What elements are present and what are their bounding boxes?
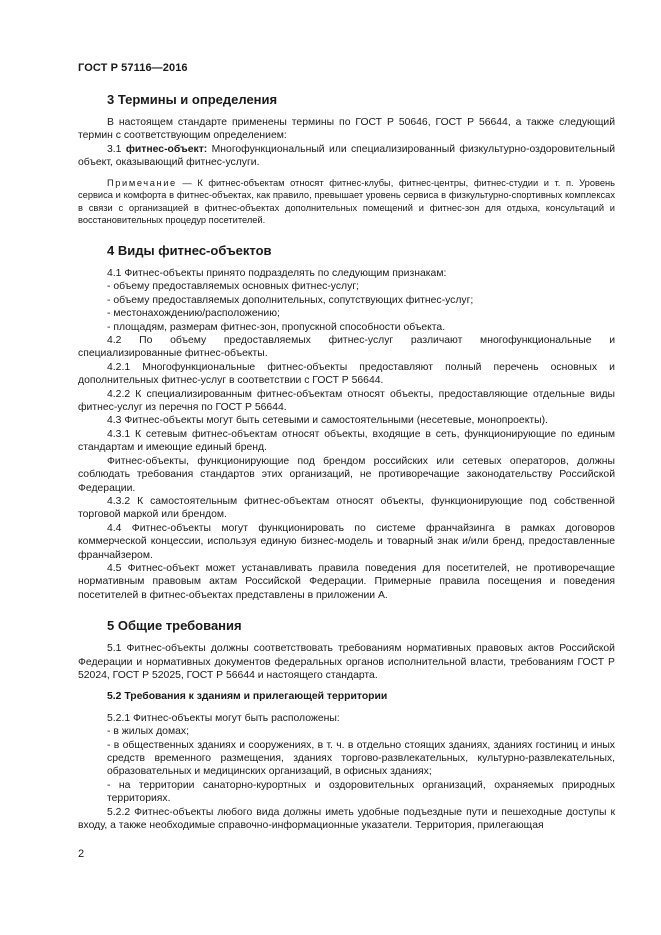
paragraph-4-2-2: 4.2.2 К специализированным фитнес-объектам относят объекты, предоставляющие отдельные виды фитнес-услуг из перечня по ГОСТ Р 56644.: [78, 388, 615, 414]
section-3-intro: В настоящем стандарте применены термины по ГОСТ Р 50646, ГОСТ Р 56644, а также следующий термин с соответствующим определением:: [78, 117, 615, 142]
paragraph-4-2: 4.2 По объему предоставляемых фитнес-услуг различают многофункциональные и специализированные фитнес-объекты.: [78, 335, 615, 360]
list-item: - в жилых домах;: [107, 726, 189, 738]
paragraph-4-1: 4.1 Фитнес-объекты принято подразделять по следующим признакам:: [107, 268, 447, 279]
page-number: 2: [78, 848, 85, 860]
list-item: - объему предоставляемых основных фитнес-услуг;: [107, 281, 359, 293]
list-item: - на территории санаторно-курортных и оздоровительных организаций, охраняемых природных территориях.: [107, 779, 615, 805]
paragraph-4-3-2: 4.3.2 К самостоятельным фитнес-объектам относят объекты, функционирующие под собственной торговой маркой или брендом.: [78, 495, 615, 521]
term-number: 3.1: [107, 143, 122, 155]
document-body: [78, 92, 615, 832]
note-text: — К фитнес-объектам относят фитнес-клубы, фитнес-центры, фитнес-студии и т. п. Уровень сервиса и комфорта в фитнес-объектах, как правило, превышает уровень сервиса в физкультурно-спортивных комплексах в связи с организацией в фитнес-объектах дополнительных помещений и фитнес-зон для отдыха, консультаций и восстановительных процедур посетителей.: [78, 177, 615, 226]
paragraph-4-2-1: 4.2.1 Многофункциональные фитнес-объекты предоставляют полный перечень основных и дополнительных фитнес-услуг в соответствии с ГОСТ Р 56644.: [78, 361, 615, 387]
list-item: - площадям, размерам фитнес-зон, пропускной способности объекта.: [107, 321, 446, 333]
term-name: фитнес-объект:: [125, 143, 208, 155]
paragraph-4-3-1-continued: Фитнес-объекты, функционирующие под брендом российских или сетевых операторов, должны соблюдать требования стандартов этих организаций, не противоречащие законодательству Российской Федерации.: [78, 455, 615, 494]
standard-code-header: ГОСТ Р 57116—2016: [78, 62, 188, 74]
paragraph-5-1: 5.1 Фитнес-объекты должны соответствовать требованиям нормативных правовых актов Российской Федерации и нормативных документов федеральных органов исполнительной власти, требованиям ГОСТ Р 52024, ГОСТ Р 52025, ГОСТ Р 56644 и настоящего стандарта.: [78, 643, 615, 681]
note-paragraph: [78, 177, 615, 227]
paragraph-4-4: 4.4 Фитнес-объекты могут функционировать по системе франчайзинга в рамках договоров коммерческой концессии, используя единую бизнес-модель и товарный знак и/или бренд, предоставленные франчайзером.: [78, 522, 615, 561]
term-definition-text: Многофункциональный или специализированный физкультурно-оздоровительный объект, оказывающий фитнес-услуги.: [78, 143, 615, 169]
paragraph-5-2-2: 5.2.2 Фитнес-объекты любого вида должны иметь удобные подъездные пути и пешеходные доступы к входу, а также необходимые справочно-информационные указатели. Территория, прилегающая: [78, 806, 615, 832]
paragraph-4-3-1: 4.3.1 К сетевым фитнес-объектам относят объекты, входящие в сеть, функционирующие по единым стандартам и имеющие единый бренд.: [78, 428, 615, 454]
section-3-title: 3 Термины и определения: [107, 92, 278, 107]
paragraph-4-3: 4.3 Фитнес-объекты могут быть сетевыми и самостоятельными (несетевые, монопроекты).: [107, 415, 548, 427]
term-definition: [78, 143, 615, 170]
section-4-title: 4 Виды фитнес-объектов: [107, 243, 272, 258]
section-5-title: 5 Общие требования: [107, 618, 242, 634]
list-item: - местонахождению/расположению;: [107, 308, 280, 320]
note-label: Примечание: [107, 177, 177, 188]
paragraph-5-2-1: 5.2.1 Фитнес-объекты могут быть расположены:: [107, 712, 340, 724]
list-item: - в общественных зданиях и сооружениях, в т. ч. в отдельно стоящих зданиях, зданиях гостиниц и иных средств временного размещения, зданиях торгово-развлекательных, культурно-развлекательных, образовательных и медицинских организаций, в офисных зданиях;: [107, 739, 615, 778]
paragraph-4-5: 4.5 Фитнес-объект может устанавливать правила поведения для посетителей, не противоречащие нормативным правовым актам Российской Федерации. Примерные правила посещения и поведения посетителей в фитнес-объектах представлены в приложении А.: [78, 562, 615, 601]
subsection-5-2-title: 5.2 Требования к зданиям и прилегающей территории: [107, 691, 388, 703]
list-item: - объему предоставляемых дополнительных, сопутствующих фитнес-услуг;: [107, 294, 474, 306]
